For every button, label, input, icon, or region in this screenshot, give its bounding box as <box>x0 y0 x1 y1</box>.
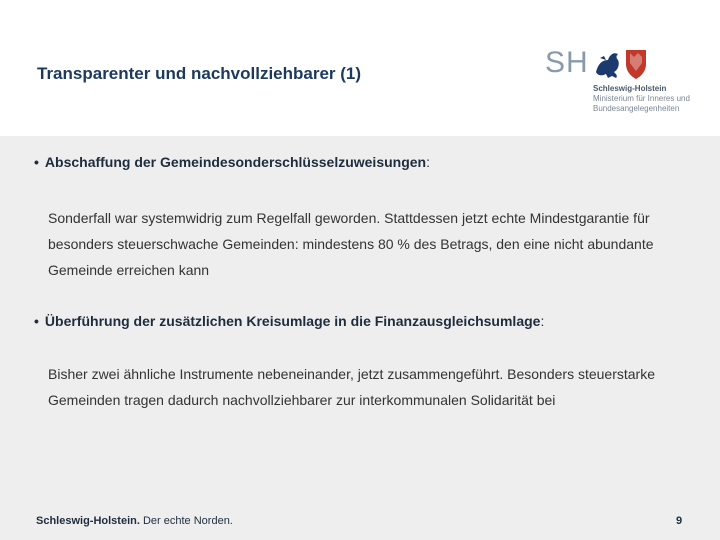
coat-of-arms-icon <box>594 46 650 85</box>
footer-brand-name: Schleswig-Holstein. <box>36 515 140 527</box>
bullet-symbol: • <box>34 154 39 170</box>
footer-brand <box>36 515 233 527</box>
bullet-text-2: Bisher zwei ähnliche Instrumente nebeneinander, jetzt zusammengeführt. Besonders steuerstarke Gemeinden tragen dadurch nachvollziehbarer zur interkommunalen Solidarität bei <box>48 366 656 408</box>
footer-tagline: Der echte Norden. <box>142 515 233 527</box>
logo-ministry-line-2: Bundesangelegenheiten <box>593 104 680 113</box>
bullet-heading-text: Überführung der zusätzlichen Kreisumlage in die Finanzausgleichsumlage <box>44 313 541 329</box>
logo-abbr: SH <box>545 46 589 79</box>
bullet-symbol: • <box>34 313 39 329</box>
slide-title: Transparenter und nachvollziehbarer (1) <box>37 64 362 83</box>
slide-content <box>0 136 720 540</box>
logo-state-name: Schleswig-Holstein <box>593 84 667 93</box>
bullet-heading-text: Abschaffung der Gemeindesonderschlüsselzuweisungen <box>44 154 427 170</box>
bullet-colon: : <box>426 154 430 170</box>
bullet-heading-1 <box>34 154 430 170</box>
logo-ministry <box>593 94 690 114</box>
slide-header <box>0 0 720 136</box>
logo-ministry-line-1: Ministerium für Inneres und <box>593 94 690 103</box>
state-logo <box>545 44 710 120</box>
bullet-text-1: Sonderfall war systemwidrig zum Regelfall geworden. Stattdessen jetzt echte Mindestgarantie für besonders steuerschwache Gemeinden: mindestens 80 % des Betrags, den eine nicht abundante Gemeinde erreichen kann <box>48 210 654 278</box>
bullet-heading-2 <box>34 313 544 329</box>
page-number: 9 <box>676 515 683 527</box>
bullet-colon: : <box>540 313 545 329</box>
